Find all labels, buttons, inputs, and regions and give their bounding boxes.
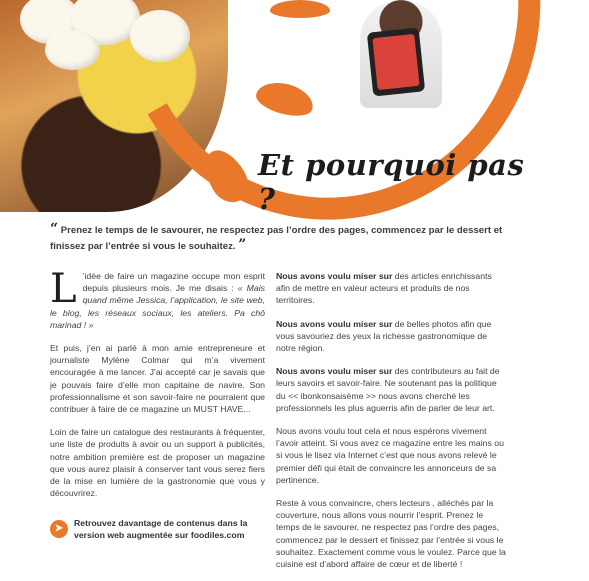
decorative-petal xyxy=(270,0,330,18)
web-version-text: Retrouvez davantage de contenus dans la version web augmentée sur foodiles.com xyxy=(74,518,248,540)
paragraph xyxy=(276,318,506,355)
left-column xyxy=(50,266,266,510)
paragraph-text: de belles photos afin que vous savouriez des yeux la richesse gastronomique de notre région. xyxy=(276,318,492,354)
paragraph xyxy=(276,365,506,414)
paragraph: Loin de faire un catalogue des restaurants à fréquenter, une liste de produits à avoir ou un support à publicités, notre ambition première est de proposer un magazine que vous aurez plaisir à conserver tant vous serez fiers de la mise en lumière de la gastronomie que vous y découvrirez. xyxy=(50,427,265,499)
bold-lead: Nous avons voulu miser sur xyxy=(276,271,393,281)
tablet-image xyxy=(367,27,425,96)
paragraph: Et puis, j’en ai parlé à mon amie entrepreneure et journaliste Mylène Colmar qui m’a vivement encouragée à me lancer. J’ai accepté car je savais que je pouvais faire d’elle mon capitaine de navire. Son professionnalisme et son savoir-faire ne pourraient que contribuer à faire de ce magazine un MUST HAVE... xyxy=(50,343,265,415)
intro-text: Prenez le temps de le savourer, ne respectez pas l’ordre des pages, commencez par le dessert et finissez par l’entrée si vous le souhaitez. xyxy=(50,225,503,252)
web-version-link[interactable] xyxy=(50,518,280,541)
page-title: Et pourquoi pas ? xyxy=(258,148,525,216)
quoted-text: « Mais quand même Jessica, l’application, le site web, le blog, les réseaux sociaux, les ateliers. Pa chô marinad ! » xyxy=(50,283,266,330)
paragraph-text: ’idée de faire un magazine occupe mon esprit depuis plusieurs mois. Je me disais : xyxy=(82,271,265,294)
dropcap: L xyxy=(50,266,77,312)
paragraph xyxy=(50,266,266,331)
paragraph: Nous avons voulu tout cela et nous espérons vivement l’avoir atteint. Si vous avez ce magazine entre les mains ou si vous le lisez via Internet c’est que nous avons relevé le premier défi qui était de convaincre les annonceurs de sa pertinence. xyxy=(276,426,504,485)
arrow-right-icon: ➤ xyxy=(50,520,68,538)
paragraph-text: des contributeurs au fait de leurs savoirs et savoir-faire. Ne soutenant pas la politique du << ibonkonsaisème >> nous avons cherché les professionnels les plus aguerris afin de parler de leur art. xyxy=(276,366,500,413)
intro-quote xyxy=(50,222,530,254)
paragraph: Reste à vous convaincre, chers lecteurs , alléchés par la couverture, nous allons vous nourrir l’esprit. Prenez le temps de le savourer, ne respectez pas l’ordre des pages, commencez par le dessert et finissez par l’entrée si vous le souhaitez. Exactement comme vous le voulez. Parce que la cuisine est d’abord affaire de cœur et de liberté ! xyxy=(276,498,506,570)
close-quote-mark: ” xyxy=(238,237,247,253)
bold-lead: Nous avons voulu miser sur xyxy=(276,366,393,377)
paragraph xyxy=(276,270,506,307)
bold-lead: Nous avons voulu miser sur xyxy=(276,318,393,329)
right-column xyxy=(276,270,506,581)
open-quote-mark: “ xyxy=(50,221,59,237)
paragraph-text: des articles enrichissants afin de mettre en valeur acteurs et produits de nos territoires. xyxy=(276,271,492,306)
